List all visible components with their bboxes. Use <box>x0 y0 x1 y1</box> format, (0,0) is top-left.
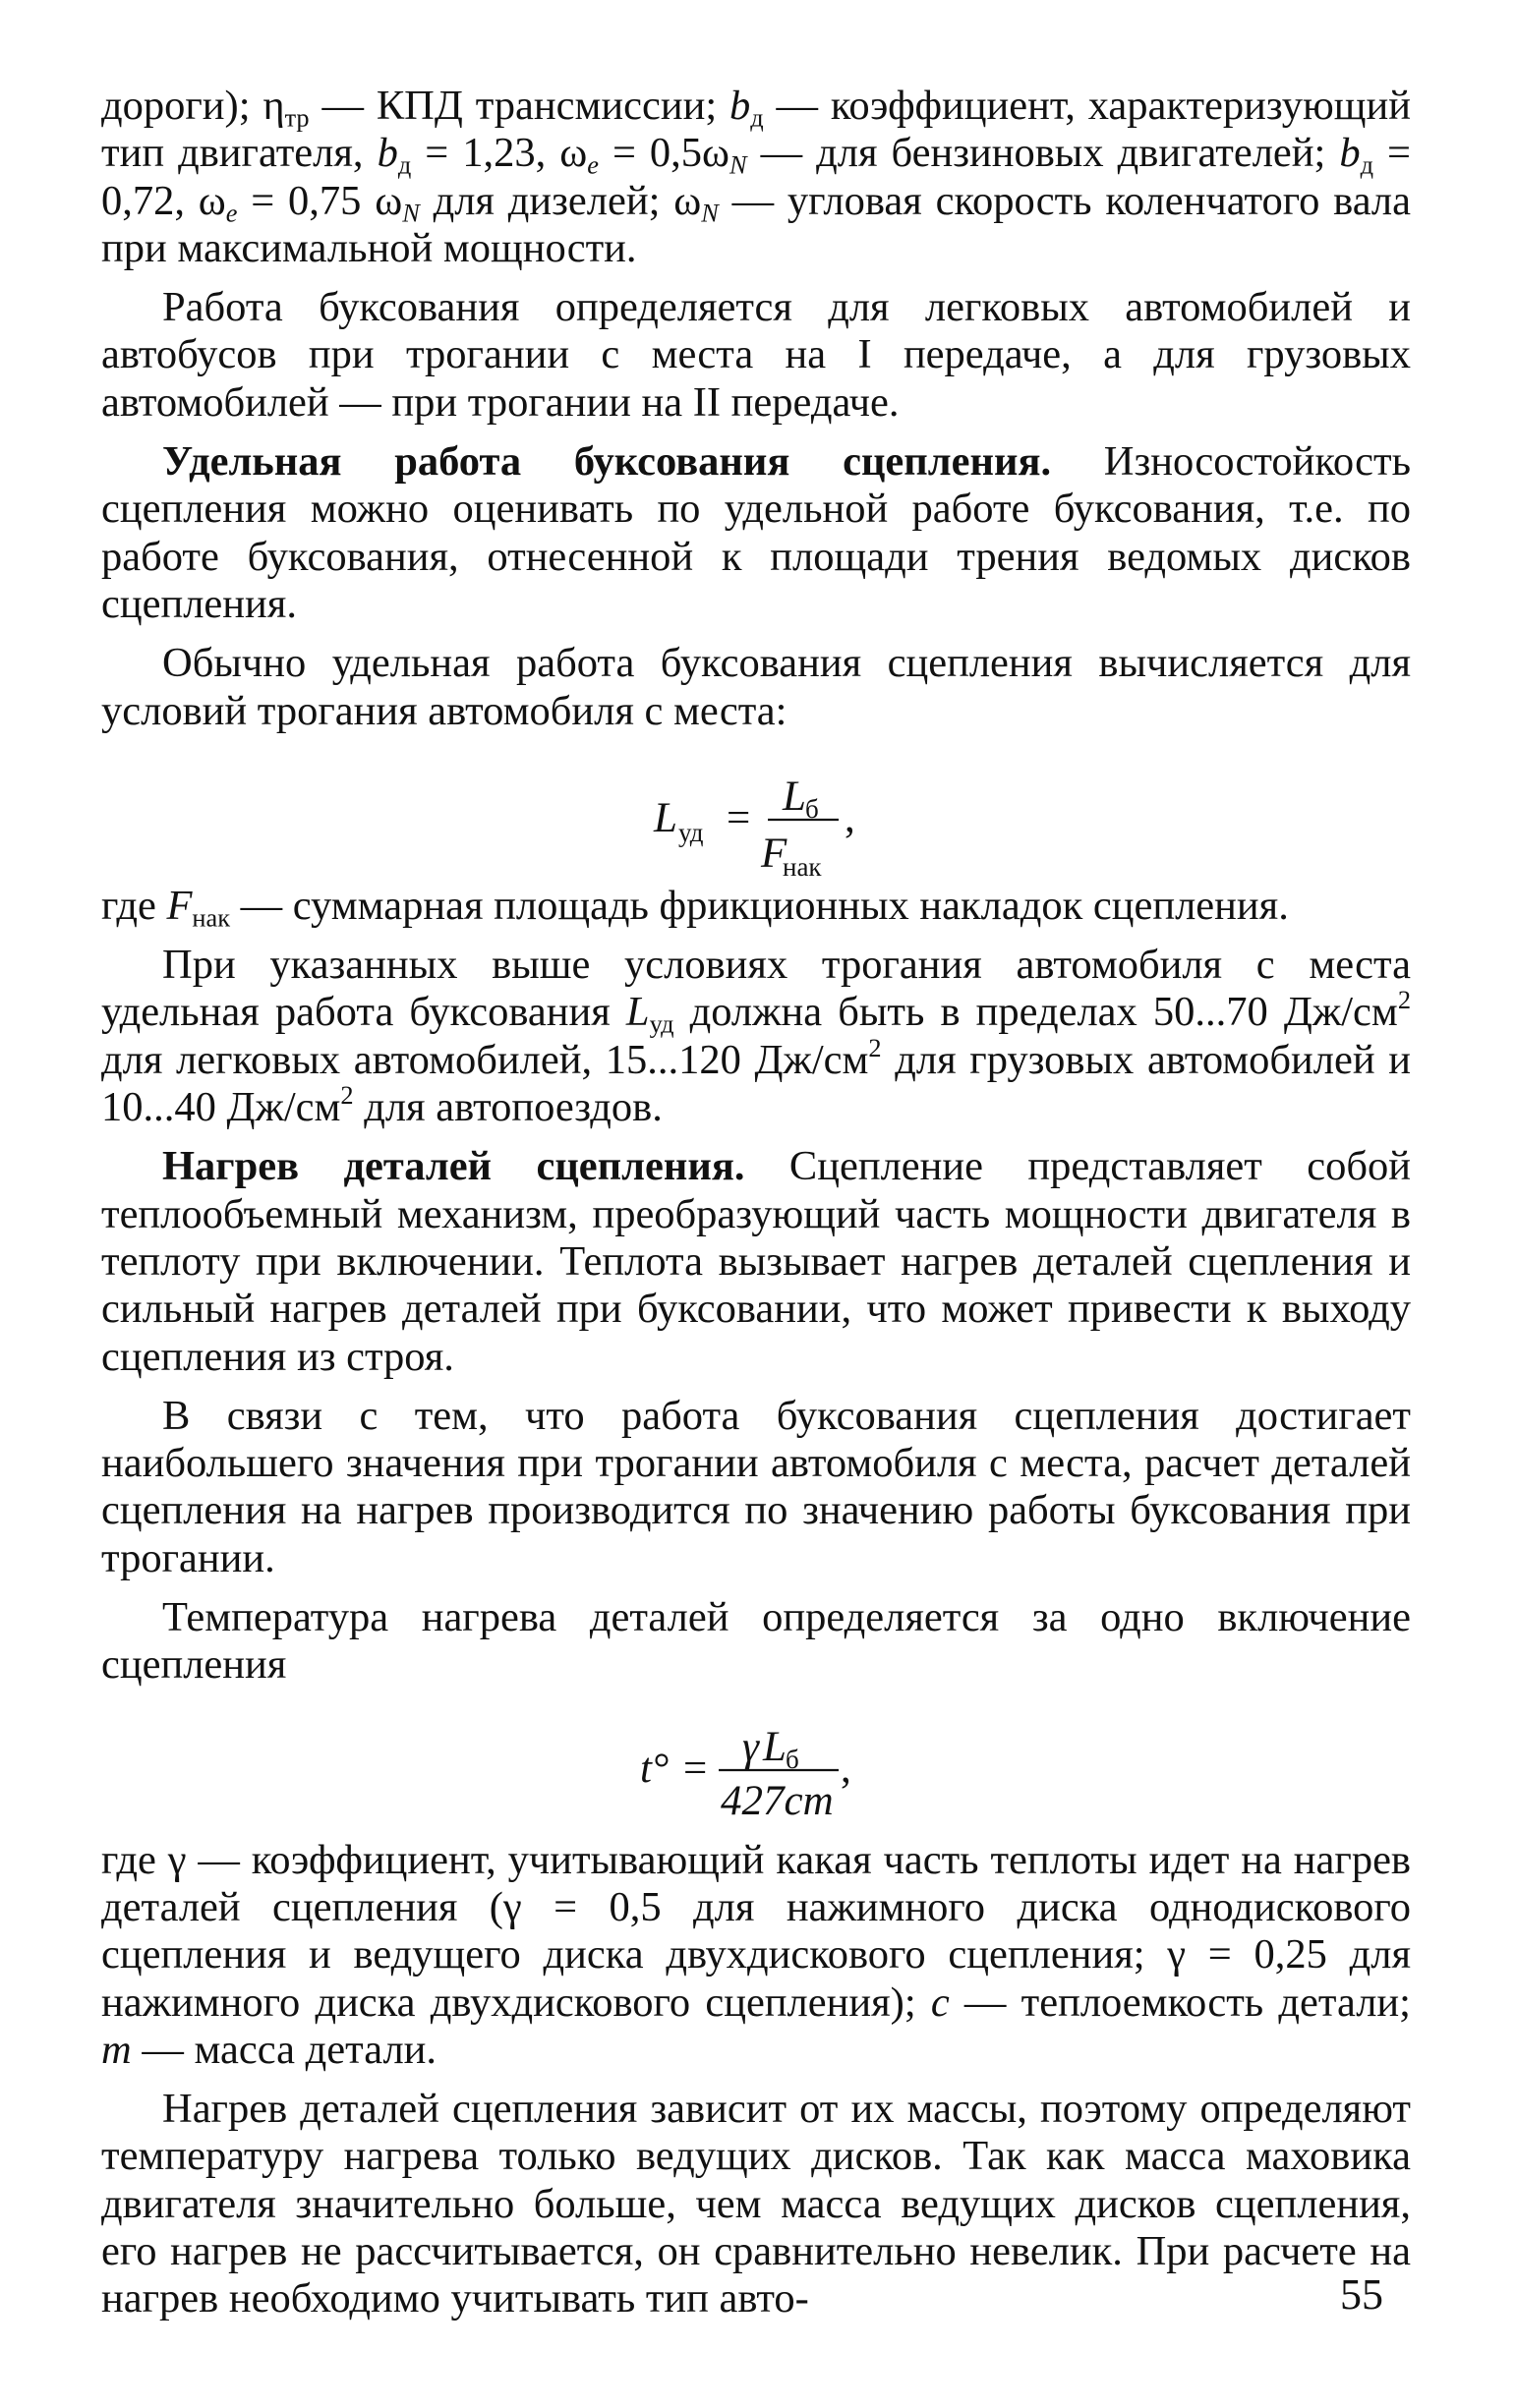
formula-specific-work <box>101 735 1411 883</box>
paragraph-where-gamma: где γ — коэффициент, учитывающий какая часть теплоты идет на нагрев деталей сцепления (γ = 0,5 для нажимного диска однодискового сцепления и ведущего диска двухдискового сцепления; γ = 0,25 для нажимного диска двухдискового сцепления); c — теплоемкость детали; m — масса детали. <box>101 1836 1411 2073</box>
formula-specific-work-svg <box>101 735 1411 883</box>
formula2-den: 427cm <box>721 1777 834 1824</box>
page-body <box>101 83 1411 2343</box>
formula1-lhs-sub: уд <box>678 817 704 847</box>
paragraph-specific-slip-work: Удельная работа буксования сцепления. Износостойкость сцепления можно оценивать по удельной работе буксования, т.е. по работе буксования, отнесенной к площади трения ведомых дисков сцепления. <box>101 438 1411 627</box>
formula2-num-sub: б <box>786 1744 799 1774</box>
section-heading-heating: Нагрев деталей сцепления. <box>162 1143 745 1190</box>
paragraph-because: В связи с тем, что работа буксования сцепления достигает наибольшего значения при трогании автомобиля с места, расчет деталей сцепления на нагрев производится по значению работы буксования при трогании. <box>101 1392 1411 1581</box>
formula2-num-gamma: γ <box>742 1723 759 1770</box>
formula1-comma: , <box>845 794 855 841</box>
formula1-lhs-var: L <box>654 794 677 841</box>
formula-temperature-svg <box>101 1690 1411 1837</box>
paragraph-continuation: дороги); $\eta_{тр}$ — КПД трансмиссии; $b_д$ — коэффициент, характеризующий тип двигателя, $b_д = 1,23$, $\omega_e = 0,5\omega_N$ — для бензиновых двигателей; $b_д = 0,72$, $\omega_e = 0,75$ $\omega_N$ для дизелей; $\omega_N$ — угловая скорость коленчатого вала при максимальной мощности. <box>101 83 1412 271</box>
formula1-num-var: L <box>783 773 806 820</box>
formula2-equals: = <box>683 1745 708 1792</box>
paragraph-usually: Обычно удельная работа буксования сцепления вычисляется для условий трогания автомобиля с места: <box>101 640 1411 734</box>
formula2-lhs: t° <box>640 1745 670 1792</box>
formula2-num-var: L <box>763 1723 787 1770</box>
paragraph-heating: Нагрев деталей сцепления. Сцепление представляет собой теплообъемный механизм, преобразующий часть мощности двигателя в теплоту при включении. Теплота вызывает нагрев деталей сцепления и сильный нагрев деталей при буксовании, что может привести к выходу сцепления из строя. <box>101 1143 1412 1380</box>
formula1-num-sub: б <box>805 793 819 824</box>
paragraph-temperature: Температура нагрева деталей определяется за одно включение сцепления <box>101 1594 1411 1689</box>
section-heading-specific-slip-work: Удельная работа буксования сцепления. <box>162 438 1052 486</box>
paragraph-mass: Нагрев деталей сцепления зависит от их массы, поэтому определяют температуру нагрева только ведущих дисков. Так как масса маховика двигателя значительно больше, чем масса ведущих дисков сцепления, его нагрев не рассчитывается, он сравнительно невелик. При расчете на нагрев необходимо учитывать тип авто- <box>101 2086 1411 2322</box>
page-number: 55 <box>1340 2270 1383 2319</box>
formula2-comma: , <box>841 1745 851 1792</box>
formula-temperature <box>101 1690 1411 1837</box>
paragraph-where-fnak: где $F_{нак}$ — суммарная площадь фрикционных накладок сцепления. <box>101 882 1289 933</box>
paragraph-slip-work: Работа буксования определяется для легковых автомобилей и автобусов при трогании с места на I передаче, а для грузовых автомобилей — при трогании на II передаче. <box>101 284 1411 426</box>
formula1-equals: = <box>727 794 751 841</box>
formula1-den-sub: нак <box>783 851 822 882</box>
paragraph-limits: При указанных выше условиях трогания автомобиля с места удельная работа буксования $L_{уд}$ должна быть в пределах 50...70 $Дж/см^2$ для легковых автомобилей, 15...120 $Дж/см^2$ для грузовых автомобилей и 10...40 $Дж/см^2$ для автопоездов. <box>101 942 1411 1131</box>
formula1-den-var: F <box>761 830 787 877</box>
